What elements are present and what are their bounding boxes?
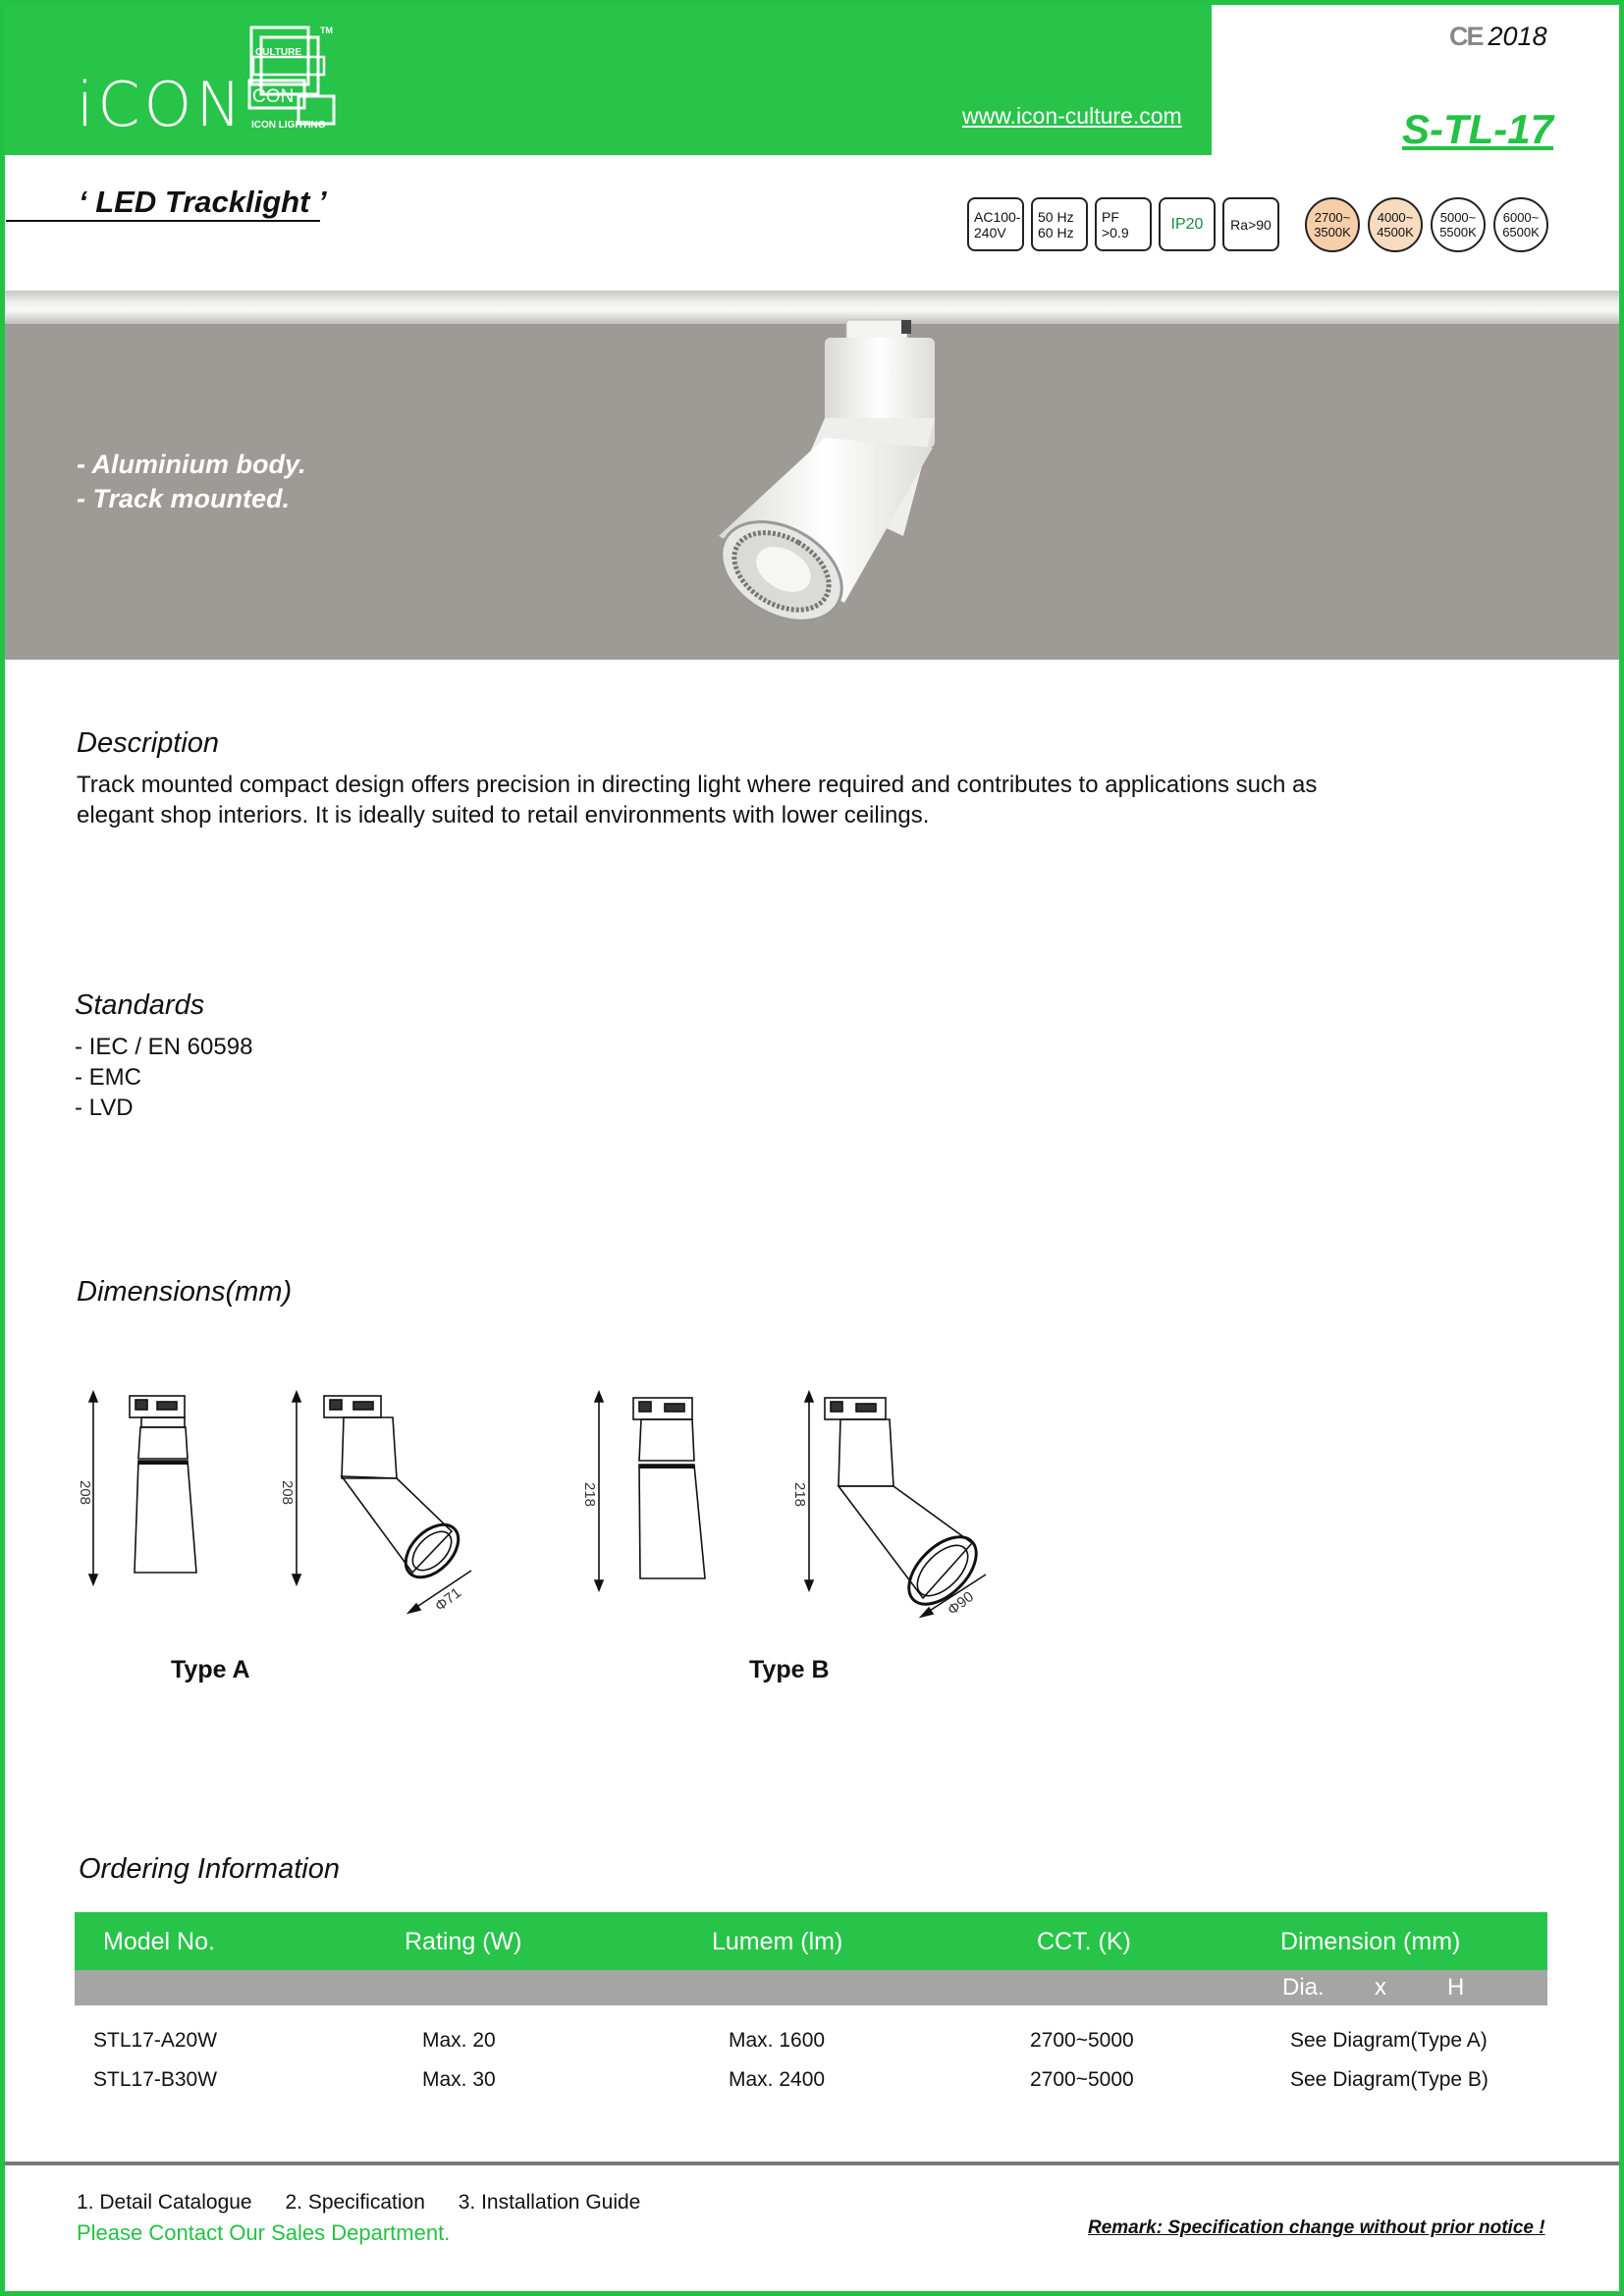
link-installation-guide[interactable]: 3. Installation Guide [458,2191,641,2214]
frequency-badge: 50 Hz 60 Hz [1031,197,1088,251]
ip-rating-badge: IP20 [1159,197,1216,251]
table-header [75,1912,1547,1970]
description-text: Track mounted compact design offers precision in directing light where required and contributes to applications such as elegant shop interiors. It is ideally suited to retail environments with lower ceilings. [77,772,1318,828]
cell-rating: Max. 30 [422,2068,496,2091]
product-name: ‘ LED Tracklight ’ [79,185,327,219]
type-b-straight-drawing [595,1392,705,1590]
link-detail-catalogue[interactable]: 1. Detail Catalogue [77,2191,252,2214]
cell-lumen: Max. 2400 [729,2068,826,2091]
certification-year [1449,22,1547,52]
website-link[interactable]: www.icon-culture.com [962,103,1182,129]
cct-badge-4000: 4000~ 4500K [1368,197,1423,252]
type-b-label: Type B [749,1656,830,1683]
type-b-angled-height-label: 218 [791,1482,808,1508]
standards-title: Standards [75,989,205,1021]
model-code: S-TL-17 [1402,106,1554,152]
brand-logo-icon [247,24,346,132]
cell-cct: 2700~5000 [1030,2029,1134,2052]
standard-item: - IEC / EN 60598 [75,1034,253,1060]
feature-item: - Track mounted. [77,484,291,513]
feature-item: - Aluminium body. [77,450,306,479]
column-header-model: Model No. [103,1928,215,1955]
cri-badge: Ra>90 [1222,197,1279,251]
column-header-dimension: Dimension (mm) [1280,1928,1461,1955]
cell-dimension: See Diagram(Type B) [1290,2068,1489,2091]
cell-model: STL17-B30W [93,2068,218,2091]
cell-rating: Max. 20 [422,2029,496,2052]
link-specification[interactable]: 2. Specification [285,2191,425,2214]
type-a-height-label: 208 [77,1480,93,1506]
cell-lumen: Max. 1600 [729,2029,826,2052]
cell-model: STL17-A20W [93,2029,218,2052]
description-title: Description [77,727,220,759]
cct-badges [1305,197,1548,252]
logo-mark-text-2: CON [252,86,295,107]
cell-cct: 2700~5000 [1030,2068,1134,2091]
standards-list [75,1032,252,1123]
dimensions-title: Dimensions(mm) [77,1276,293,1308]
trademark-symbol: TM [320,26,333,35]
remark-note: Remark: Specification change without prior notice ! [1088,2217,1545,2238]
contact-note: Please Contact Our Sales Department. [77,2220,451,2245]
product-name-underline [6,220,320,222]
footer-divider [5,2162,1619,2165]
type-a-angled-height-label: 208 [279,1480,296,1506]
cct-badge-6000: 6000~ 6500K [1493,197,1548,252]
standard-item: - LVD [75,1095,134,1121]
type-a-diameter-label: Φ71 [431,1584,465,1616]
ordering-title: Ordering Information [79,1853,340,1885]
logo-mark-text-3: ICON LIGHTING [251,120,326,131]
type-a-label: Type A [171,1656,250,1683]
hero-banner [0,291,1624,660]
document-links [77,2191,668,2215]
type-a-straight-drawing [89,1392,196,1584]
subheader-dia: Dia. [1282,1974,1325,2001]
type-b-diameter-label: Φ90 [944,1588,978,1620]
standard-item: - EMC [75,1064,141,1091]
power-factor-badge: PF >0.9 [1095,197,1152,251]
ce-mark-icon: CE [1449,22,1483,51]
cell-dimension: See Diagram(Type A) [1290,2029,1488,2052]
subheader-h: H [1447,1974,1465,2001]
subheader-x: x [1375,1974,1386,2001]
column-header-rating: Rating (W) [405,1928,522,1955]
voltage-badge: AC100- 240V [967,197,1024,251]
dimension-drawings [59,1384,1001,1639]
type-a-angled-drawing [293,1392,471,1616]
feature-list [77,448,305,516]
logo-mark-text-1: CULTURE [255,47,302,58]
type-b-angled-drawing [805,1392,989,1620]
cct-badge-2700: 2700~ 3500K [1305,197,1360,252]
column-header-lumen: Lumem (lm) [712,1928,843,1955]
year-text: 2018 [1488,22,1547,51]
brand-logo-text: iCON [77,69,245,140]
column-header-cct: CCT. (K) [1037,1928,1131,1955]
table-subheader [75,1970,1547,2005]
cct-badge-5000: 5000~ 5500K [1431,197,1486,252]
spec-badges [967,197,1279,251]
type-b-height-label: 218 [581,1482,598,1508]
tracklight-product-image [658,291,952,660]
